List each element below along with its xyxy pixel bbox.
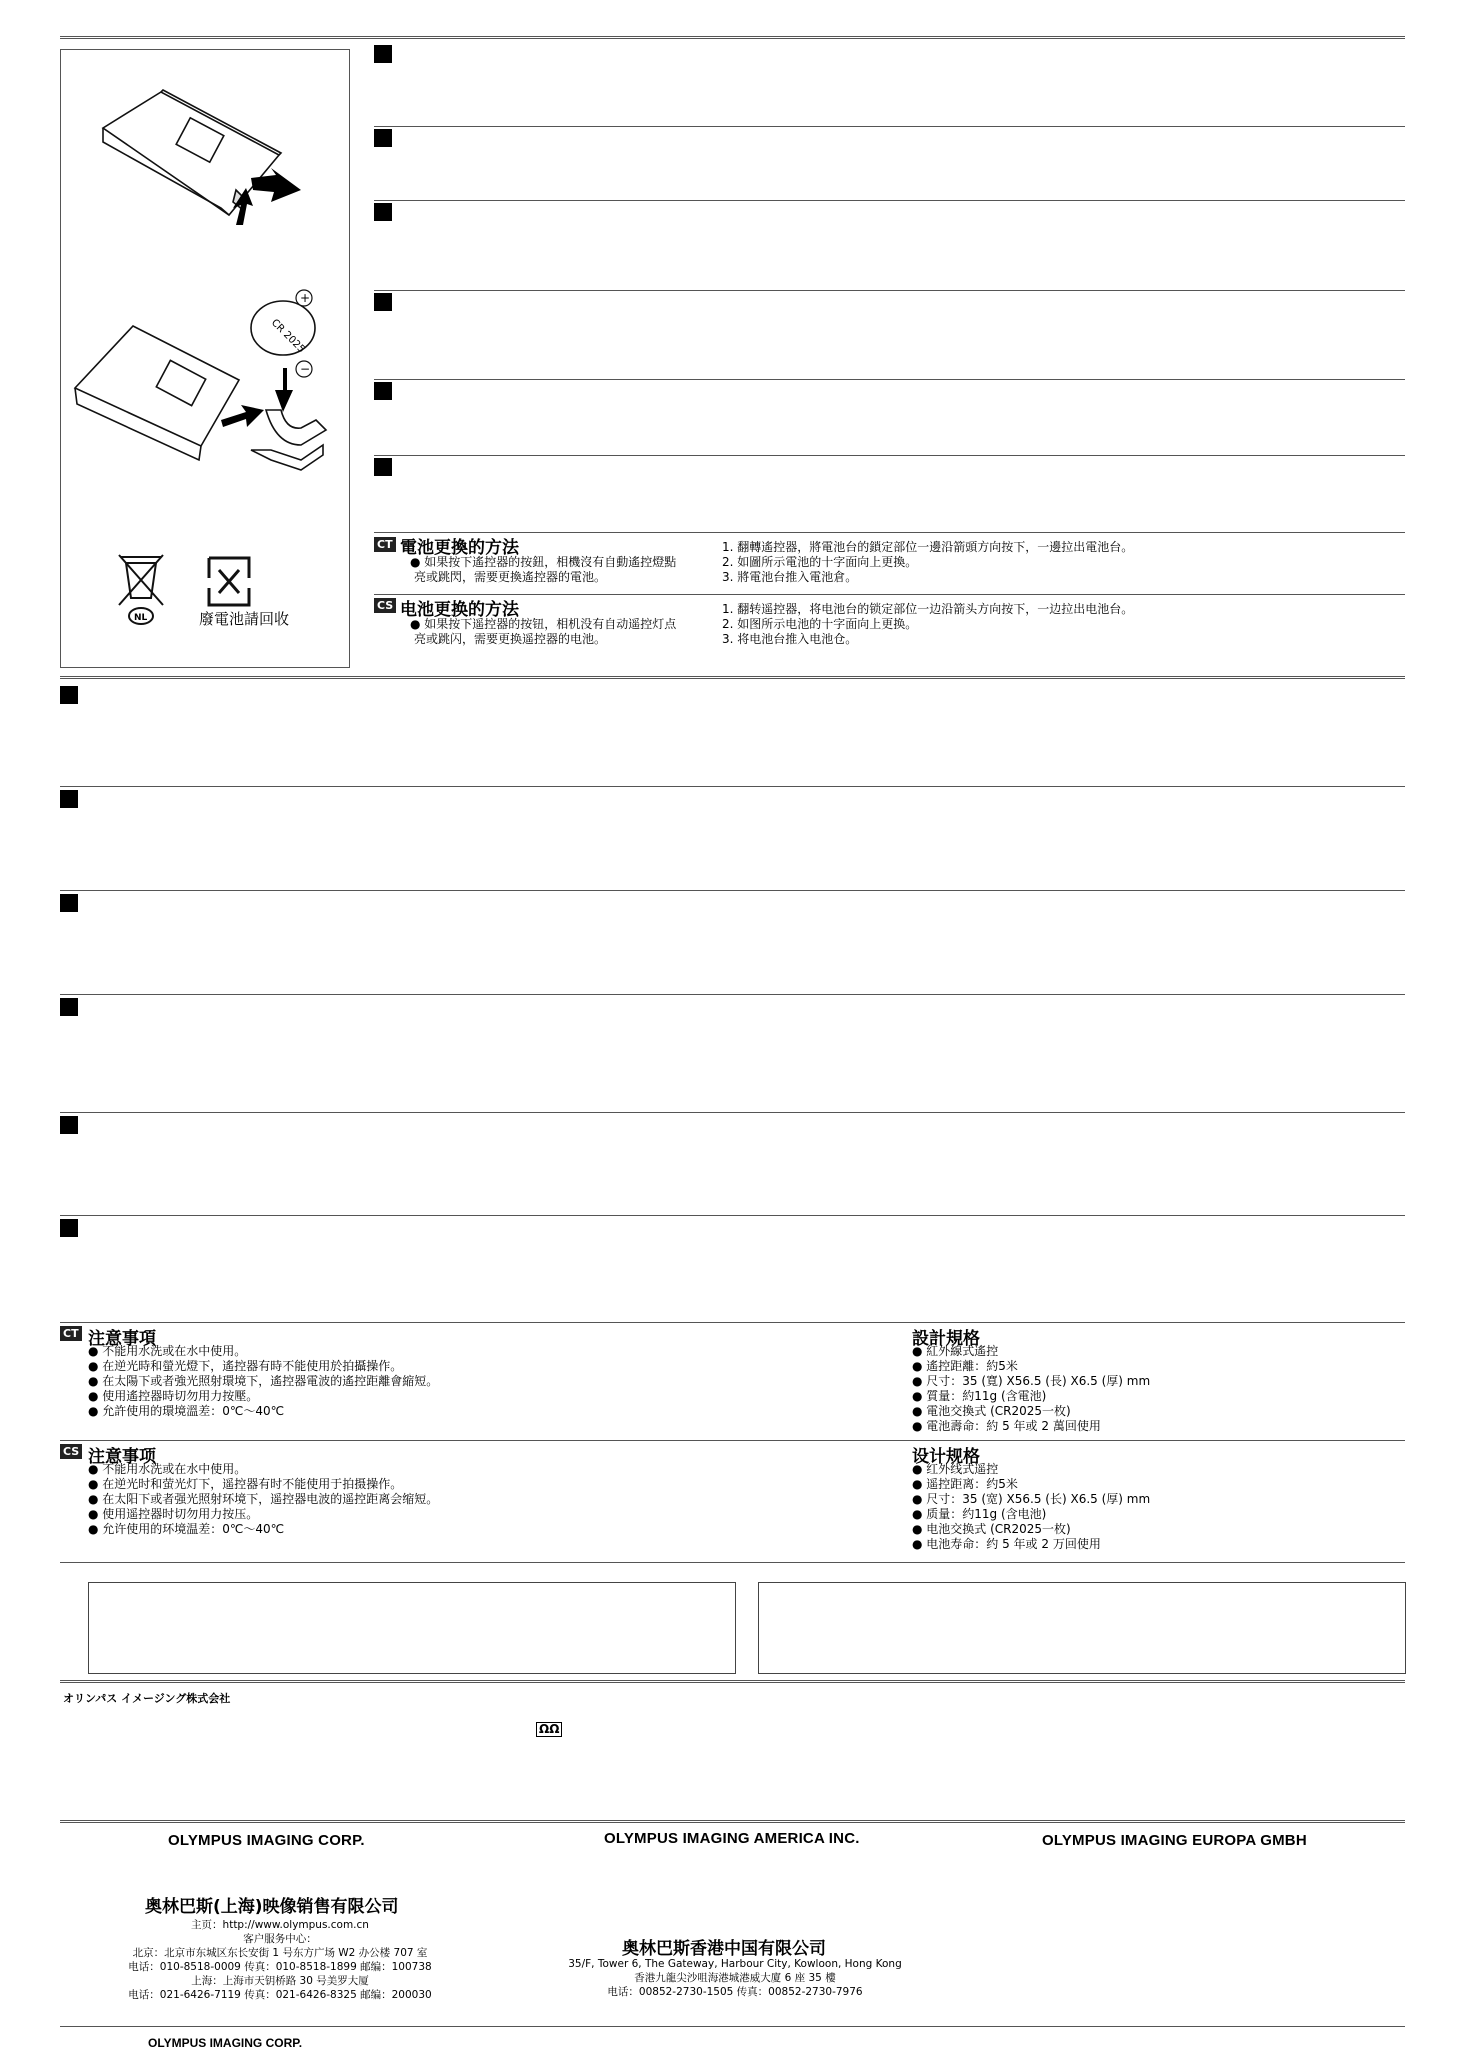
section-rule [374,594,1405,595]
section-rule [60,1562,1405,1563]
battery-ct-title: 電池更換的方法 [400,538,519,558]
battery-coin-drawing [251,290,315,377]
brand-america: OLYMPUS IMAGING AMERICA INC. [604,1830,860,1847]
plus-sign: + [300,291,311,305]
bottom-brand: OLYMPUS IMAGING CORP. [148,2036,303,2050]
caution-cs-list: ● 不能用水洗或在水中使用。 ● 在逆光时和萤光灯下，遥控器有时不能使用于拍摄操作。 ● 在太阳下或者强光照射环境下，遥控器电波的遥控距离会缩短。 ● 使用遥控器时切勿用力按压。 ● 允许使用的环境温差：0℃～40℃ [88,1462,439,1536]
caution-ct-tag: CT [60,1326,82,1341]
spec-ct-title: 設計規格 [912,1329,980,1349]
section-marker [60,686,78,704]
caution-ct-title: 注意事項 [88,1329,156,1349]
cs-tag: CS [374,598,396,613]
section-rule [374,379,1405,380]
section-rule [60,786,1405,787]
shanghai-address: 主页：http://www.olympus.com.cn 客户服务中心： 北京：北京市东城区东长安街 1 号东方广场 W2 办公楼 707 室 电话：010-8518-0009 传真：010-8518-1899 邮编：100738 上海：上海市天钥桥路 30 号美罗大厦 电话：021-6426-7119 传真：021-6426-8325 邮编：200030 [128,1919,432,2001]
footer-brand-rule [60,1820,1405,1823]
jp-company: オリンパス イメージング株式会社 [63,1692,231,1705]
section-rule [60,994,1405,995]
battery-cs-note: ● 如果按下遥控器的按钮，相机没有自动遥控灯点 亮或跳闪，需要更换遥控器的电池。 [410,617,677,646]
section-marker [60,790,78,808]
footer-top-rule [60,1680,1405,1683]
service-mark: ΩΩ [536,1722,562,1737]
section-rule [374,290,1405,291]
battery-ct-note: ● 如果按下遙控器的按鈕，相機沒有自動遙控燈點 亮或跳閃，需要更換遙控器的電池。 [410,555,677,584]
nl-mark: NL [134,613,148,623]
section-rule [374,126,1405,127]
hk-title: 奥林巴斯香港中国有限公司 [622,1939,826,1959]
section-rule [60,890,1405,891]
section-rule [374,532,1405,533]
spec-cs-title: 设计规格 [912,1447,980,1467]
section-marker [374,129,392,147]
brand-europa: OLYMPUS IMAGING EUROPA GMBH [1042,1832,1307,1849]
caution-ct-list: ● 不能用水洗或在水中使用。 ● 在逆光時和螢光燈下，遙控器有時不能使用於拍攝操作。 ● 在太陽下或者強光照射環境下，遙控器電波的遙控距離會縮短。 ● 使用遙控器時切勿用力按壓。 ● 允許使用的環境溫差：0℃～40℃ [88,1344,439,1418]
recycle-icon [209,558,249,605]
arrow-down-icon [275,368,293,412]
section-marker [60,894,78,912]
minus-sign: − [300,362,311,376]
section-marker [374,458,392,476]
section-rule [60,1322,1405,1323]
recycle-label: 廢電池請回收 [199,610,290,628]
shanghai-title: 奥林巴斯(上海)映像销售有限公司 [145,1897,399,1917]
battery-ct-steps: 1. 翻轉遙控器，將電池台的鎖定部位一邊沿箭頭方向按下，一邊拉出電池台。 2. 如圖所示電池的十字面向上更換。 3. 將電池台推入電池倉。 [722,540,1134,584]
section-marker [374,293,392,311]
remote-top-drawing [103,90,281,215]
bottom-rule [60,2026,1405,2027]
battery-cs-title: 电池更换的方法 [400,600,519,620]
section-rule [60,1440,1405,1441]
section-rule [60,1112,1405,1113]
section-marker [374,45,392,63]
section-marker [60,1116,78,1134]
illustration-panel [60,49,350,668]
caution-cs-tag: CS [60,1444,82,1459]
top-rule [60,36,1405,39]
section-marker [374,382,392,400]
section-marker [374,203,392,221]
ct-tag: CT [374,537,396,552]
brand-corp: OLYMPUS IMAGING CORP. [168,1832,365,1849]
spec-cs-list: ● 红外线式遥控 ● 遥控距离：约5米 ● 尺寸：35 (宽) X56.5 (长) X6.5 (厚) mm ● 质量：约11g (含电池) ● 电池交换式 (CR2025一枚) ● 电池寿命：约 5 年或 2 万回使用 [912,1462,1151,1551]
remote-illustration [61,50,349,667]
arrow-insert-icon [221,405,264,427]
battery-label-text: CR 2025 [268,317,307,356]
section-rule [374,200,1405,201]
spec-ct-list: ● 紅外線式遙控 ● 遙控距離：約5米 ● 尺寸：35 (寬) X56.5 (長) X6.5 (厚) mm ● 質量：約11g (含電池) ● 電池交換式 (CR2025一枚) ● 電池壽命：約 5 年或 2 萬回使用 [912,1344,1151,1433]
battery-cs-steps: 1. 翻转遥控器，将电池台的锁定部位一边沿箭头方向按下，一边拉出电池台。 2. 如图所示电池的十字面向上更换。 3. 将电池台推入电池仓。 [722,602,1134,646]
blank-box-left [88,1582,736,1674]
hk-address: 35/F, Tower 6, The Gateway, Harbour City, Kowloon, Hong Kong 香港九龍尖沙咀海港城港威大廈 6 座 35 樓 电话：00852-2730-1505 传真：00852-2730-7976 [568,1958,902,1998]
section-rule [374,455,1405,456]
section-marker [60,998,78,1016]
blank-box-right [758,1582,1406,1674]
section-marker [60,1219,78,1237]
section-rule [60,1215,1405,1216]
caution-cs-title: 注意事项 [88,1447,156,1467]
middle-rule [60,676,1405,679]
